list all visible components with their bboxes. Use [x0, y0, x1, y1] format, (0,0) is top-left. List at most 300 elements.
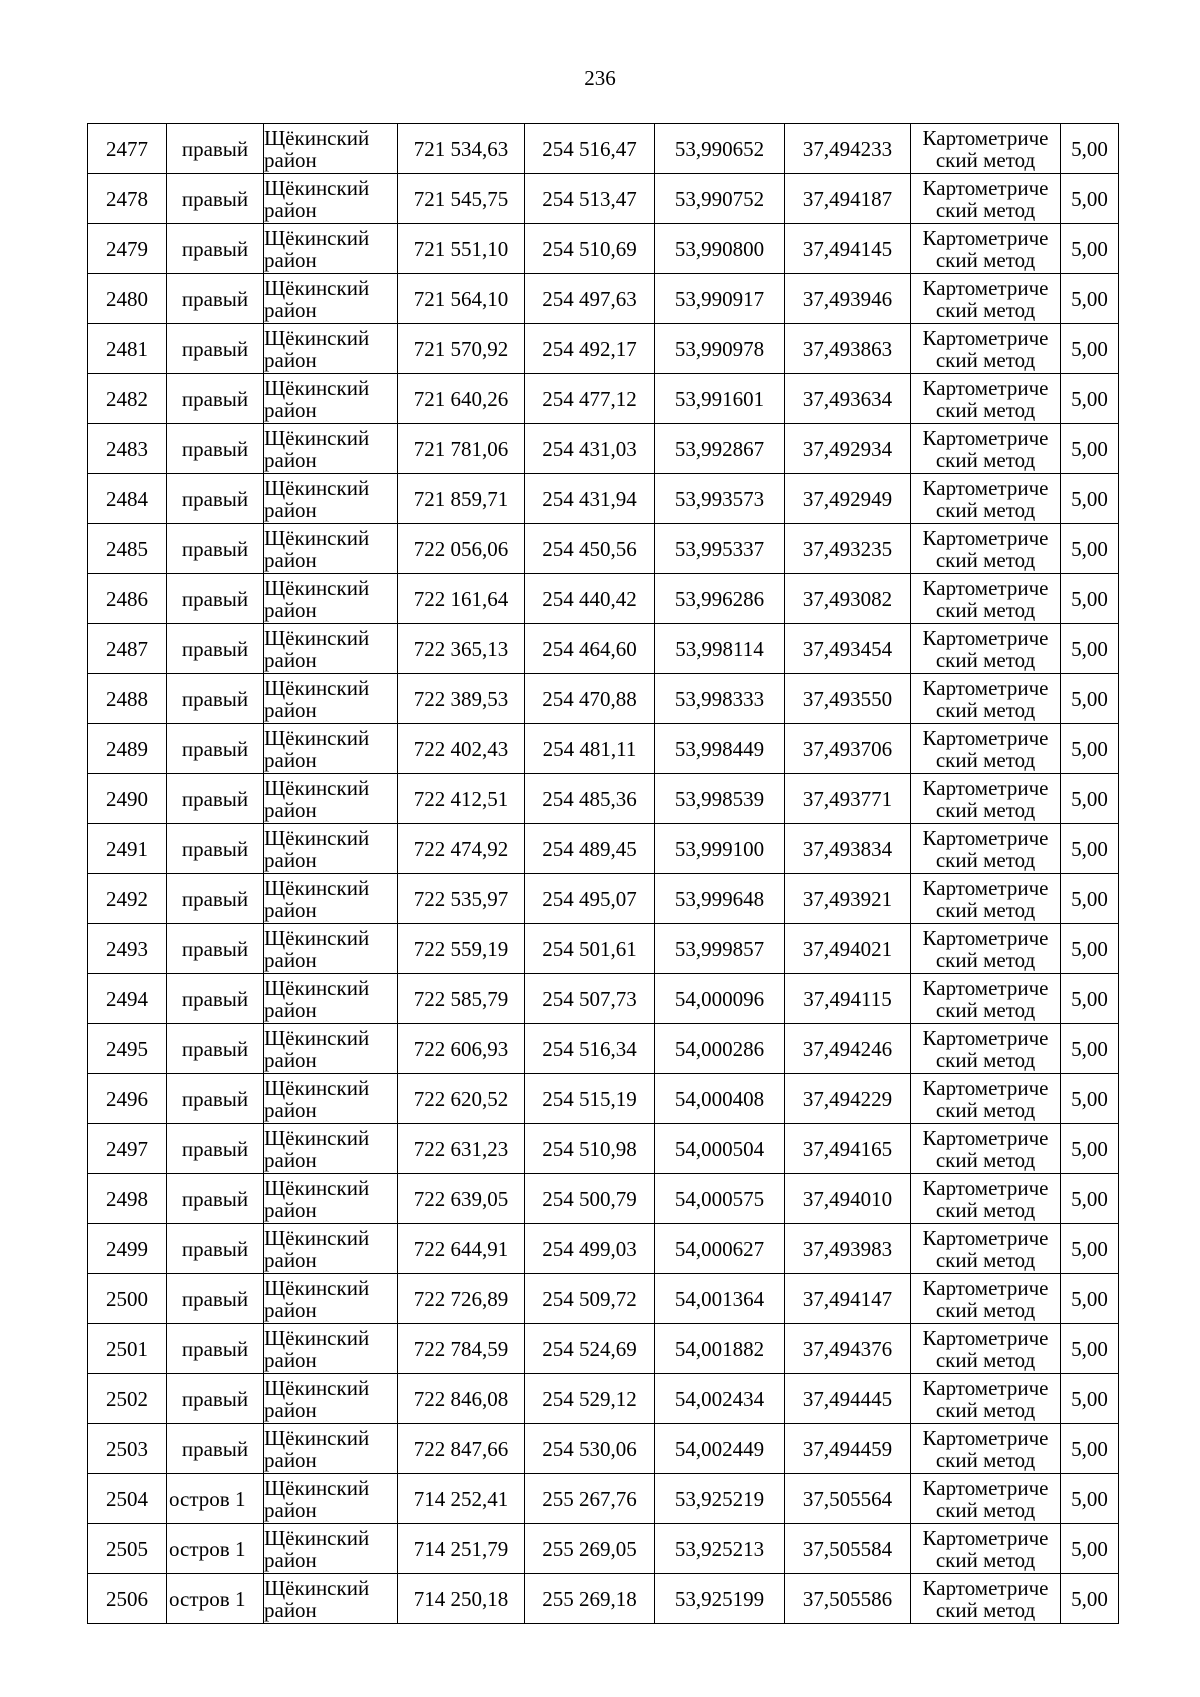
district-cell [264, 474, 398, 524]
district-cell [264, 974, 398, 1024]
coord-y-cell: 254 477,12 [525, 374, 655, 424]
district-cell [264, 724, 398, 774]
coord-y-cell: 254 499,03 [525, 1224, 655, 1274]
table-row [88, 1174, 1119, 1224]
coord-x-cell: 721 534,63 [398, 124, 525, 174]
point-number-cell: 2497 [88, 1124, 167, 1174]
latitude-cell: 53,992867 [655, 424, 785, 474]
accuracy-cell: 5,00 [1061, 1474, 1119, 1524]
point-number-cell: 2485 [88, 524, 167, 574]
latitude-cell: 53,990800 [655, 224, 785, 274]
latitude-cell: 53,998449 [655, 724, 785, 774]
latitude-cell: 53,925219 [655, 1474, 785, 1524]
longitude-cell: 37,505584 [785, 1524, 911, 1574]
table-row [88, 624, 1119, 674]
method-cell [911, 1324, 1061, 1374]
point-number-cell: 2506 [88, 1574, 167, 1624]
district-cell [264, 774, 398, 824]
district-cell [264, 1074, 398, 1124]
method-text: Картометрический метод [922, 225, 1049, 272]
bank-side-text: остров 1 [169, 1536, 246, 1561]
district-cell [264, 424, 398, 474]
district-cell [264, 1224, 398, 1274]
coord-x-cell: 722 784,59 [398, 1324, 525, 1374]
method-cell [911, 274, 1061, 324]
table-row [88, 724, 1119, 774]
table-row [88, 874, 1119, 924]
table-row [88, 1274, 1119, 1324]
district-cell [264, 124, 398, 174]
district-text: Щёкинский район [264, 1275, 370, 1322]
district-cell [264, 524, 398, 574]
coord-x-cell: 722 726,89 [398, 1274, 525, 1324]
longitude-cell: 37,493863 [785, 324, 911, 374]
table-row [88, 1374, 1119, 1424]
coord-y-cell: 254 524,69 [525, 1324, 655, 1374]
accuracy-cell: 5,00 [1061, 324, 1119, 374]
point-number-cell: 2487 [88, 624, 167, 674]
method-cell [911, 1574, 1061, 1624]
accuracy-cell: 5,00 [1061, 974, 1119, 1024]
coord-y-cell: 254 450,56 [525, 524, 655, 574]
latitude-cell: 53,999100 [655, 824, 785, 874]
latitude-cell: 53,990978 [655, 324, 785, 374]
method-text: Картометрический метод [922, 1225, 1049, 1272]
table-row [88, 1024, 1119, 1074]
method-text: Картометрический метод [922, 1525, 1049, 1572]
longitude-cell: 37,494246 [785, 1024, 911, 1074]
district-text: Щёкинский район [264, 1375, 370, 1422]
method-text: Картометрический метод [922, 1575, 1049, 1622]
latitude-cell: 53,999648 [655, 874, 785, 924]
method-text: Картометрический метод [922, 1425, 1049, 1472]
coord-y-cell: 254 509,72 [525, 1274, 655, 1324]
point-number-cell: 2502 [88, 1374, 167, 1424]
bank-side-cell: правый [167, 774, 264, 824]
table-row [88, 124, 1119, 174]
accuracy-cell: 5,00 [1061, 624, 1119, 674]
coord-y-cell: 254 510,98 [525, 1124, 655, 1174]
longitude-cell: 37,494233 [785, 124, 911, 174]
district-cell [264, 1274, 398, 1324]
bank-side-cell: правый [167, 1424, 264, 1474]
district-text: Щёкинский район [264, 475, 370, 522]
point-number-cell: 2484 [88, 474, 167, 524]
point-number-cell: 2494 [88, 974, 167, 1024]
latitude-cell: 53,925213 [655, 1524, 785, 1574]
district-text: Щёкинский район [264, 725, 370, 772]
method-cell [911, 224, 1061, 274]
longitude-cell: 37,493771 [785, 774, 911, 824]
coord-x-cell: 722 056,06 [398, 524, 525, 574]
district-cell [264, 1424, 398, 1474]
bank-side-cell: правый [167, 174, 264, 224]
method-cell [911, 824, 1061, 874]
coord-x-cell: 722 585,79 [398, 974, 525, 1024]
district-text: Щёкинский район [264, 525, 370, 572]
accuracy-cell: 5,00 [1061, 674, 1119, 724]
method-text: Картометрический метод [922, 375, 1049, 422]
coord-y-cell: 254 431,03 [525, 424, 655, 474]
coord-y-cell: 254 500,79 [525, 1174, 655, 1224]
method-text: Картометрический метод [922, 1325, 1049, 1372]
district-text: Щёкинский район [264, 1075, 370, 1122]
method-text: Картометрический метод [922, 575, 1049, 622]
bank-side-cell: правый [167, 574, 264, 624]
district-text: Щёкинский район [264, 975, 370, 1022]
longitude-cell: 37,494445 [785, 1374, 911, 1424]
latitude-cell: 54,001364 [655, 1274, 785, 1324]
accuracy-cell: 5,00 [1061, 774, 1119, 824]
bank-side-cell [167, 1524, 264, 1574]
point-number-cell: 2496 [88, 1074, 167, 1124]
bank-side-cell: правый [167, 674, 264, 724]
method-cell [911, 1474, 1061, 1524]
accuracy-cell: 5,00 [1061, 374, 1119, 424]
latitude-cell: 54,000286 [655, 1024, 785, 1074]
district-text: Щёкинский район [264, 1025, 370, 1072]
bank-side-cell: правый [167, 1024, 264, 1074]
longitude-cell: 37,494229 [785, 1074, 911, 1124]
bank-side-cell: правый [167, 124, 264, 174]
coord-x-cell: 721 640,26 [398, 374, 525, 424]
point-number-cell: 2491 [88, 824, 167, 874]
point-number-cell: 2489 [88, 724, 167, 774]
point-number-cell: 2477 [88, 124, 167, 174]
coord-x-cell: 722 402,43 [398, 724, 525, 774]
method-text: Картометрический метод [922, 925, 1049, 972]
coord-y-cell: 254 516,47 [525, 124, 655, 174]
coord-y-cell: 254 516,34 [525, 1024, 655, 1074]
method-cell [911, 1374, 1061, 1424]
coord-y-cell: 254 431,94 [525, 474, 655, 524]
coord-y-cell: 254 510,69 [525, 224, 655, 274]
method-cell [911, 724, 1061, 774]
point-number-cell: 2481 [88, 324, 167, 374]
coord-x-cell: 721 570,92 [398, 324, 525, 374]
coord-y-cell: 254 485,36 [525, 774, 655, 824]
point-number-cell: 2479 [88, 224, 167, 274]
longitude-cell: 37,493550 [785, 674, 911, 724]
point-number-cell: 2493 [88, 924, 167, 974]
coord-y-cell: 254 481,11 [525, 724, 655, 774]
bank-side-cell: правый [167, 1374, 264, 1424]
method-text: Картометрический метод [922, 1175, 1049, 1222]
latitude-cell: 53,999857 [655, 924, 785, 974]
method-cell [911, 1224, 1061, 1274]
table-row [88, 674, 1119, 724]
bank-side-cell: правый [167, 874, 264, 924]
coord-x-cell: 722 620,52 [398, 1074, 525, 1124]
coord-x-cell: 722 161,64 [398, 574, 525, 624]
method-text: Картометрический метод [922, 625, 1049, 672]
method-cell [911, 324, 1061, 374]
latitude-cell: 54,000096 [655, 974, 785, 1024]
district-text: Щёкинский район [264, 225, 370, 272]
accuracy-cell: 5,00 [1061, 524, 1119, 574]
coord-y-cell: 254 440,42 [525, 574, 655, 624]
district-cell [264, 624, 398, 674]
coord-y-cell: 254 492,17 [525, 324, 655, 374]
table-row [88, 1474, 1119, 1524]
bank-side-cell: правый [167, 1174, 264, 1224]
longitude-cell: 37,494376 [785, 1324, 911, 1374]
method-text: Картометрический метод [922, 1125, 1049, 1172]
accuracy-cell: 5,00 [1061, 1324, 1119, 1374]
method-cell [911, 1524, 1061, 1574]
district-text: Щёкинский район [264, 675, 370, 722]
method-text: Картометрический метод [922, 875, 1049, 922]
coord-y-cell: 254 495,07 [525, 874, 655, 924]
accuracy-cell: 5,00 [1061, 1024, 1119, 1074]
table-row [88, 424, 1119, 474]
district-text: Щёкинский район [264, 1525, 370, 1572]
table-row [88, 774, 1119, 824]
table-row [88, 924, 1119, 974]
accuracy-cell: 5,00 [1061, 1574, 1119, 1624]
coord-x-cell: 721 551,10 [398, 224, 525, 274]
coord-y-cell: 254 513,47 [525, 174, 655, 224]
longitude-cell: 37,493634 [785, 374, 911, 424]
longitude-cell: 37,493235 [785, 524, 911, 574]
coord-y-cell: 254 489,45 [525, 824, 655, 874]
method-text: Картометрический метод [922, 1075, 1049, 1122]
district-text: Щёкинский район [264, 1575, 370, 1622]
bank-side-cell [167, 1574, 264, 1624]
district-cell [264, 1174, 398, 1224]
method-text: Картометрический метод [922, 975, 1049, 1022]
method-cell [911, 1024, 1061, 1074]
longitude-cell: 37,492934 [785, 424, 911, 474]
district-cell [264, 324, 398, 374]
latitude-cell: 54,000627 [655, 1224, 785, 1274]
method-text: Картометрический метод [922, 425, 1049, 472]
district-text: Щёкинский район [264, 275, 370, 322]
district-cell [264, 924, 398, 974]
method-text: Картометрический метод [922, 475, 1049, 522]
bank-side-cell: правый [167, 924, 264, 974]
method-text: Картометрический метод [922, 1025, 1049, 1072]
table-row [88, 524, 1119, 574]
coord-y-cell: 255 267,76 [525, 1474, 655, 1524]
coord-y-cell: 254 497,63 [525, 274, 655, 324]
latitude-cell: 53,990752 [655, 174, 785, 224]
latitude-cell: 53,990917 [655, 274, 785, 324]
coord-x-cell: 722 639,05 [398, 1174, 525, 1224]
district-text: Щёкинский район [264, 575, 370, 622]
district-cell [264, 1374, 398, 1424]
coord-x-cell: 722 474,92 [398, 824, 525, 874]
coord-x-cell: 722 606,93 [398, 1024, 525, 1074]
bank-side-cell: правый [167, 824, 264, 874]
coord-x-cell: 721 545,75 [398, 174, 525, 224]
table-row [88, 1124, 1119, 1174]
bank-side-cell: правый [167, 374, 264, 424]
point-number-cell: 2492 [88, 874, 167, 924]
coord-y-cell: 254 470,88 [525, 674, 655, 724]
district-cell [264, 224, 398, 274]
longitude-cell: 37,505564 [785, 1474, 911, 1524]
longitude-cell: 37,493921 [785, 874, 911, 924]
method-cell [911, 1124, 1061, 1174]
point-number-cell: 2482 [88, 374, 167, 424]
coord-y-cell: 254 529,12 [525, 1374, 655, 1424]
longitude-cell: 37,494459 [785, 1424, 911, 1474]
bank-side-cell: правый [167, 1074, 264, 1124]
point-number-cell: 2498 [88, 1174, 167, 1224]
district-text: Щёкинский район [264, 1175, 370, 1222]
point-number-cell: 2480 [88, 274, 167, 324]
point-number-cell: 2495 [88, 1024, 167, 1074]
coord-y-cell: 255 269,05 [525, 1524, 655, 1574]
longitude-cell: 37,494165 [785, 1124, 911, 1174]
latitude-cell: 53,991601 [655, 374, 785, 424]
table-row [88, 1224, 1119, 1274]
district-cell [264, 674, 398, 724]
bank-side-cell: правый [167, 474, 264, 524]
longitude-cell: 37,493983 [785, 1224, 911, 1274]
district-text: Щёкинский район [264, 1475, 370, 1522]
district-cell [264, 1524, 398, 1574]
accuracy-cell: 5,00 [1061, 474, 1119, 524]
latitude-cell: 54,001882 [655, 1324, 785, 1374]
table-row [88, 1574, 1119, 1624]
accuracy-cell: 5,00 [1061, 1274, 1119, 1324]
method-cell [911, 474, 1061, 524]
table-row [88, 1424, 1119, 1474]
coord-x-cell: 721 781,06 [398, 424, 525, 474]
accuracy-cell: 5,00 [1061, 574, 1119, 624]
longitude-cell: 37,494187 [785, 174, 911, 224]
accuracy-cell: 5,00 [1061, 124, 1119, 174]
bank-side-cell: правый [167, 624, 264, 674]
point-number-cell: 2490 [88, 774, 167, 824]
district-text: Щёкинский район [264, 1125, 370, 1172]
bank-side-cell: правый [167, 324, 264, 374]
point-number-cell: 2483 [88, 424, 167, 474]
coord-y-cell: 254 515,19 [525, 1074, 655, 1124]
point-number-cell: 2499 [88, 1224, 167, 1274]
coord-x-cell: 714 250,18 [398, 1574, 525, 1624]
coord-x-cell: 721 859,71 [398, 474, 525, 524]
coord-x-cell: 722 847,66 [398, 1424, 525, 1474]
accuracy-cell: 5,00 [1061, 1524, 1119, 1574]
district-text: Щёкинский район [264, 325, 370, 372]
accuracy-cell: 5,00 [1061, 424, 1119, 474]
point-number-cell: 2504 [88, 1474, 167, 1524]
method-cell [911, 1274, 1061, 1324]
district-text: Щёкинский район [264, 875, 370, 922]
table-row [88, 224, 1119, 274]
point-number-cell: 2488 [88, 674, 167, 724]
district-text: Щёкинский район [264, 775, 370, 822]
bank-side-cell: правый [167, 274, 264, 324]
method-text: Картометрический метод [922, 725, 1049, 772]
latitude-cell: 54,002434 [655, 1374, 785, 1424]
method-cell [911, 374, 1061, 424]
longitude-cell: 37,493082 [785, 574, 911, 624]
table-row [88, 1324, 1119, 1374]
method-cell [911, 874, 1061, 924]
longitude-cell: 37,494145 [785, 224, 911, 274]
latitude-cell: 53,990652 [655, 124, 785, 174]
method-cell [911, 1074, 1061, 1124]
district-cell [264, 1124, 398, 1174]
district-cell [264, 1474, 398, 1524]
coord-x-cell: 722 559,19 [398, 924, 525, 974]
coord-x-cell: 722 631,23 [398, 1124, 525, 1174]
coord-x-cell: 722 846,08 [398, 1374, 525, 1424]
longitude-cell: 37,494147 [785, 1274, 911, 1324]
accuracy-cell: 5,00 [1061, 1174, 1119, 1224]
longitude-cell: 37,493454 [785, 624, 911, 674]
accuracy-cell: 5,00 [1061, 1224, 1119, 1274]
method-cell [911, 924, 1061, 974]
method-text: Картометрический метод [922, 525, 1049, 572]
district-cell [264, 874, 398, 924]
accuracy-cell: 5,00 [1061, 174, 1119, 224]
accuracy-cell: 5,00 [1061, 1424, 1119, 1474]
bank-side-cell: правый [167, 524, 264, 574]
district-cell [264, 824, 398, 874]
longitude-cell: 37,493946 [785, 274, 911, 324]
district-cell [264, 374, 398, 424]
district-cell [264, 174, 398, 224]
district-text: Щёкинский район [264, 375, 370, 422]
bank-side-cell: правый [167, 1274, 264, 1324]
latitude-cell: 53,993573 [655, 474, 785, 524]
method-cell [911, 624, 1061, 674]
method-text: Картометрический метод [922, 1275, 1049, 1322]
method-cell [911, 974, 1061, 1024]
district-text: Щёкинский район [264, 175, 370, 222]
table-row [88, 574, 1119, 624]
coord-y-cell: 255 269,18 [525, 1574, 655, 1624]
district-text: Щёкинский район [264, 125, 370, 172]
latitude-cell: 54,002449 [655, 1424, 785, 1474]
bank-side-text: остров 1 [169, 1486, 246, 1511]
table-row [88, 374, 1119, 424]
table-row [88, 474, 1119, 524]
table-row [88, 974, 1119, 1024]
district-text: Щёкинский район [264, 625, 370, 672]
bank-side-text: остров 1 [169, 1586, 246, 1611]
method-text: Картометрический метод [922, 275, 1049, 322]
latitude-cell: 53,995337 [655, 524, 785, 574]
accuracy-cell: 5,00 [1061, 874, 1119, 924]
district-text: Щёкинский район [264, 925, 370, 972]
district-cell [264, 274, 398, 324]
district-cell [264, 1324, 398, 1374]
coord-y-cell: 254 507,73 [525, 974, 655, 1024]
bank-side-cell: правый [167, 974, 264, 1024]
longitude-cell: 37,493834 [785, 824, 911, 874]
bank-side-cell: правый [167, 224, 264, 274]
district-text: Щёкинский район [264, 1225, 370, 1272]
district-text: Щёкинский район [264, 825, 370, 872]
coord-x-cell: 722 535,97 [398, 874, 525, 924]
district-text: Щёкинский район [264, 1325, 370, 1372]
coordinates-table [87, 123, 1119, 1624]
method-cell [911, 524, 1061, 574]
latitude-cell: 53,998114 [655, 624, 785, 674]
table-row [88, 1074, 1119, 1124]
accuracy-cell: 5,00 [1061, 824, 1119, 874]
district-text: Щёкинский район [264, 1425, 370, 1472]
longitude-cell: 37,494115 [785, 974, 911, 1024]
latitude-cell: 54,000408 [655, 1074, 785, 1124]
method-cell [911, 124, 1061, 174]
